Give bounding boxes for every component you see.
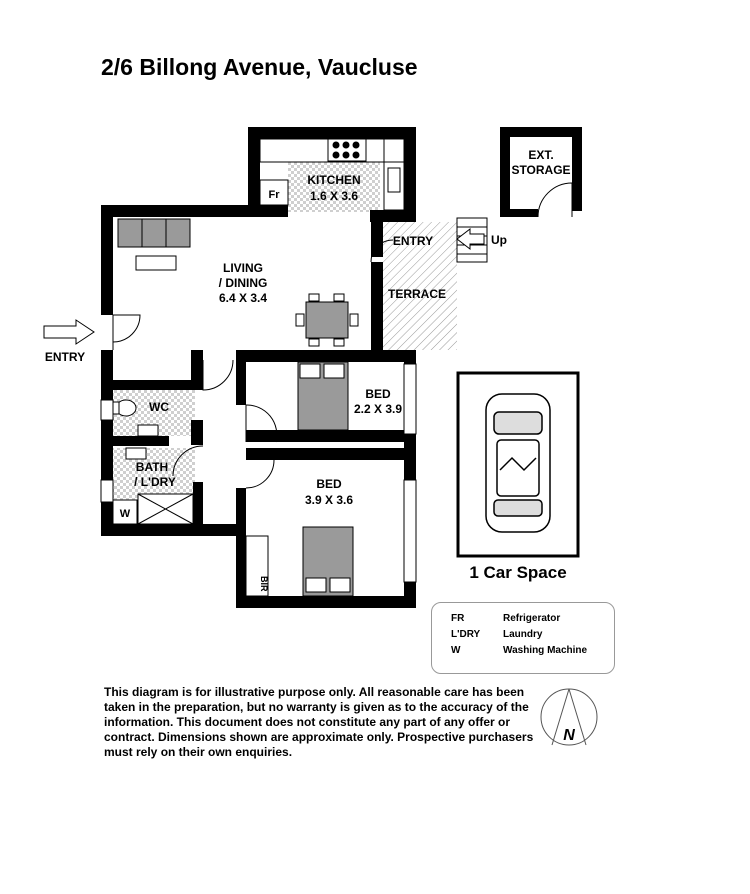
bath-label-line2: / L'DRY <box>134 475 176 489</box>
legend-abbr: FR <box>451 613 465 624</box>
bed1-label: BED <box>365 387 391 401</box>
legend-definition: Refrigerator <box>503 613 561 624</box>
living-label-line1: LIVING <box>222 261 264 275</box>
fridge-label: Fr <box>268 189 280 201</box>
living-size: 6.4 X 3.4 <box>218 291 268 305</box>
kitchen-size: 1.6 X 3.6 <box>309 189 359 203</box>
coffee-table-icon <box>136 256 176 270</box>
bed2-size: 3.9 X 3.6 <box>304 493 354 507</box>
disclaimer: This diagram is for illustrative purpose only. All reasonable care has been taken in the preparation, but no warranty is given as to the accuracy of the information. This document does not constitute any part of any offer or contract. Dimensions shown are approximate only. Prospective purchasers must rely on their own enquiries. <box>104 685 534 759</box>
washer-label: W <box>119 508 131 520</box>
storage-label-line2: STORAGE <box>511 163 571 177</box>
legend-abbr: W <box>451 645 461 656</box>
car-icon <box>486 394 550 532</box>
wc-basin-icon <box>138 425 158 436</box>
terrace-label: TERRACE <box>387 287 447 301</box>
legend-abbr: L'DRY <box>451 629 481 640</box>
sofa-icon <box>118 219 190 247</box>
legend-definition: Laundry <box>503 629 543 640</box>
bed1-size: 2.2 X 3.9 <box>353 402 403 416</box>
page-title: 2/6 Billong Avenue, Vaucluse <box>101 54 418 80</box>
legend-definition: Washing Machine <box>503 645 588 656</box>
car-space-label: 1 Car Space <box>469 563 567 582</box>
entry-left-label: ENTRY <box>44 350 86 364</box>
entry-arrow-icon <box>44 320 94 344</box>
kitchen-floor <box>288 162 380 212</box>
entry-top-label: ENTRY <box>392 234 434 248</box>
bir-label: BIR <box>259 576 269 592</box>
north-label: N <box>563 727 575 744</box>
storage-label-line1: EXT. <box>528 148 554 162</box>
kitchen-label: KITCHEN <box>307 173 361 187</box>
living-label-line2: / DINING <box>218 276 268 290</box>
bed2-label: BED <box>316 477 342 491</box>
dining-table-icon <box>306 302 348 338</box>
north-arrow-icon <box>541 689 597 745</box>
bath-label-line1: BATH <box>135 460 169 474</box>
wc-label: WC <box>149 400 169 414</box>
up-label: Up <box>491 233 507 247</box>
legend <box>431 602 615 674</box>
bath-basin-icon <box>126 448 146 459</box>
